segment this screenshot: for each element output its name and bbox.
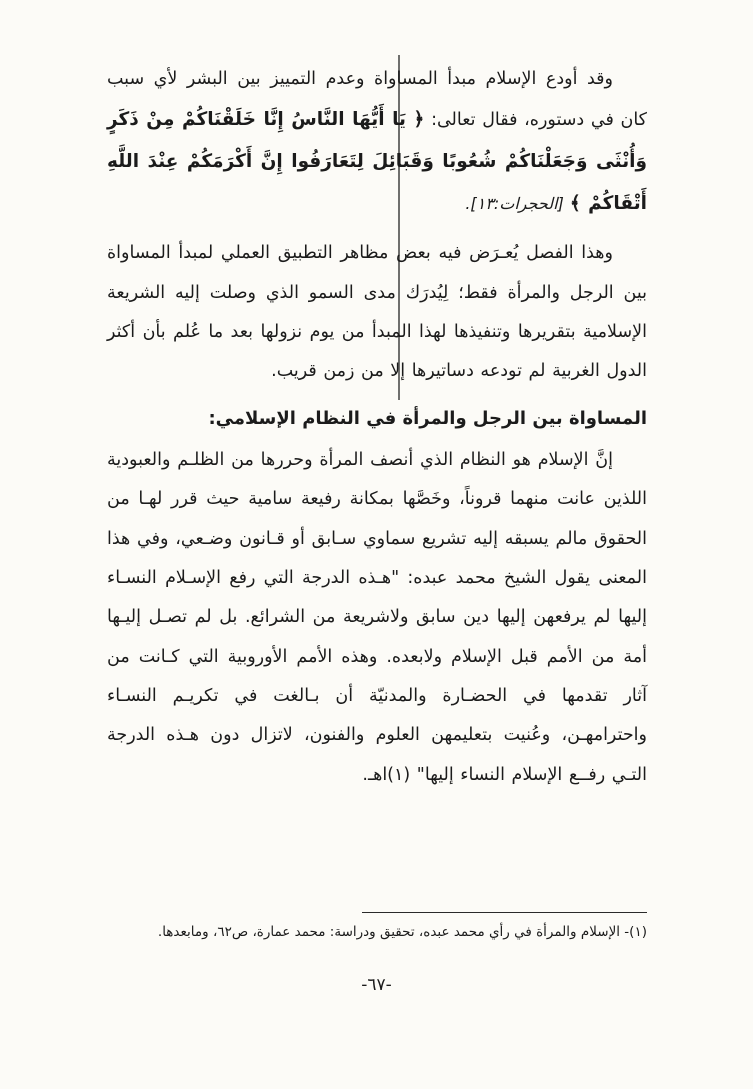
verse-reference: [الحجرات:١٣].	[465, 193, 570, 213]
footnote-text: (١)- الإسلام والمرأة في رأي محمد عبده، تحقيق ودراسة: محمد عمارة، ص٦٢، ومابعدها.	[157, 924, 647, 940]
section-heading: المساواة بين الرجل والمرأة في النظام الإسلامي:	[208, 407, 647, 429]
page-number: -٦٧-	[361, 975, 392, 995]
footnote-area	[106, 912, 647, 944]
quran-verse: ﴿ يَا أَيُّهَا النَّاسُ إِنَّا خَلَقْنَاكُمْ مِنْ ذَكَرٍ وَأُنْثَى وَجَعَلْنَاكُمْ شُعُوبًا وَقَبَائِلَ لِتَعَارَفُوا إِنَّ أَكْرَمَكُمْ عِنْدَ اللَّهِ أَتْقَاكُمْ ﴾	[107, 109, 647, 214]
paragraph-intro-text: وقد أودع الإسلام مبدأ المساواة وعدم التمييز بين البشر لأي سبب كان في دستوره، فقال تعالى:	[107, 69, 647, 131]
paragraph-2: وهذا الفصل يُعـرَض فيه بعض مظاهر التطبيق العملي لمبدأ المساواة بين الرجل والمرأة فقط؛ لِيُدرَك مدى السمو الذي وصلت إليه الشريعة الإسلامية بتقريرها وتنفيذها لهذا المبدأ من يوم نزولها بعد ما عُلم بأن أكثر الدول الغربية لم تودعه دساتيرها إلا من زمن قريب.	[107, 243, 647, 382]
footnote-divider	[362, 912, 647, 913]
paragraph-intro	[107, 60, 647, 224]
page-content	[107, 60, 647, 805]
paragraph-3: إنَّ الإسلام هو النظام الذي أنصف المرأة وحررها من الظلـم والعبودية اللذين عانت منهما قروناً، وخَصَّها بمكانة رفيعة سامية حيث قرر لهـا من الحقوق مالم يسبقه إليه تشريع سماوي سـابق أو قـانون وضـعي، وفي هذا المعنى يقول الشيخ محمد عبده: "هـذه الدرجة التي رفع الإسـلام النسـاء إليها لم يرفعهن إليها دين سابق ولاشريعة من الشرائع. بل لم تصـل إليـها أمة من الأمم قبل الإسلام ولابعده. وهذه الأمم الأوروبية التي كـانت من آثار تقدمها في الحضـارة والمدنيّة أن بـالغت في تكريـم النسـاء واحترامهـن، وعُنيت بتعليمهن العلوم والفنون، لاتزال دون هـذه الدرجة التـي رفــع الإسلام النساء إليها" (١)اهـ.	[107, 449, 647, 785]
